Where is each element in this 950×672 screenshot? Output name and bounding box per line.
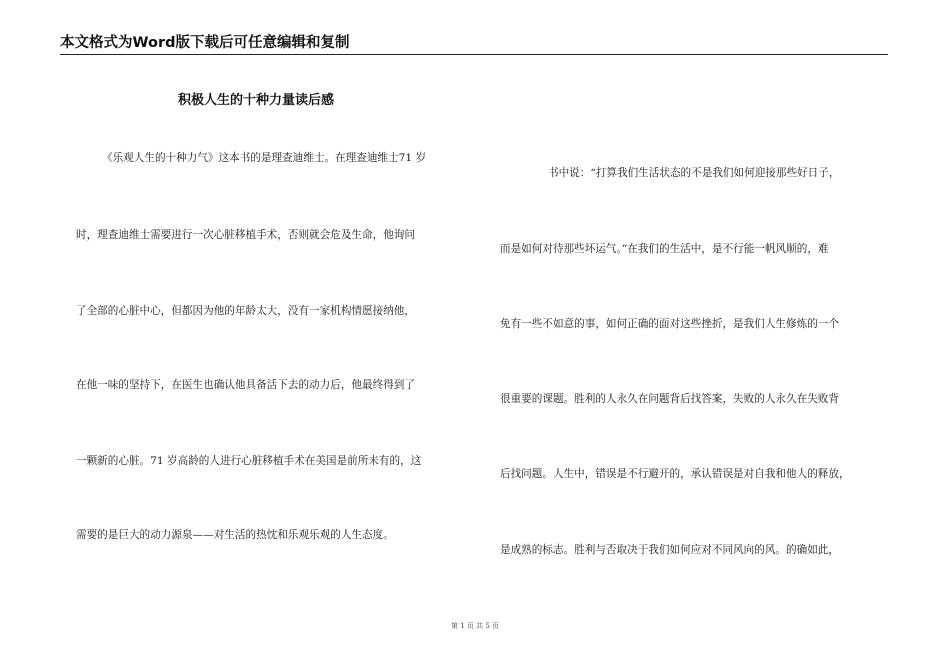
header-notice: 本文格式为Word版下载后可任意编辑和复制 [60, 35, 350, 51]
right-paragraph-line: 很重要的课题。胜利的人永久在问题背后找答案，失败的人永久在失败背 [500, 393, 839, 405]
page-number-footer: 第 1 页 共 5 页 [450, 622, 500, 630]
left-paragraph-line: 在他一味的坚持下，在医生也确认他具备活下去的动力后，他最终得到了 [76, 379, 415, 391]
page-header [60, 34, 888, 55]
left-paragraph-line: 需要的是巨大的动力源泉——对生活的热忱和乐观乐观的人生态度。 [76, 529, 394, 541]
left-paragraph-line: 《乐观人生的十种力气》这本书的是理查迪维士。在理查迪维士71 岁 [102, 152, 427, 164]
right-paragraph-line: 免有一些不如意的事，如何正确的面对这些挫折，是我们人生修炼的一个 [500, 318, 839, 330]
right-paragraph-line: 而是如何对待那些坏运气。”在我们的生活中，是不行能一帆风顺的，难 [500, 243, 829, 255]
left-paragraph-line: 了全部的心脏中心，但都因为他的年龄太大，没有一家机构情愿接纳他， [76, 305, 415, 317]
left-paragraph-line: 一颗新的心脏。71 岁高龄的人进行心脏移植手术在美国是前所未有的，这 [76, 455, 422, 467]
right-paragraph-line: 是成熟的标志。胜利与否取决于我们如何应对不同风向的风。的确如此， [500, 544, 839, 556]
right-paragraph-line: 后找问题。人生中，错误是不行避开的，承认错误是对自我和他人的释放， [500, 468, 850, 480]
document-title: 积极人生的十种力量读后感 [178, 93, 335, 108]
left-paragraph-line: 时，理查迪维士需要进行一次心脏移植手术，否则就会危及生命，他询问 [76, 229, 415, 241]
right-paragraph-line: 书中说：“打算我们生活状态的不是我们如何迎接那些好日子， [548, 167, 840, 179]
